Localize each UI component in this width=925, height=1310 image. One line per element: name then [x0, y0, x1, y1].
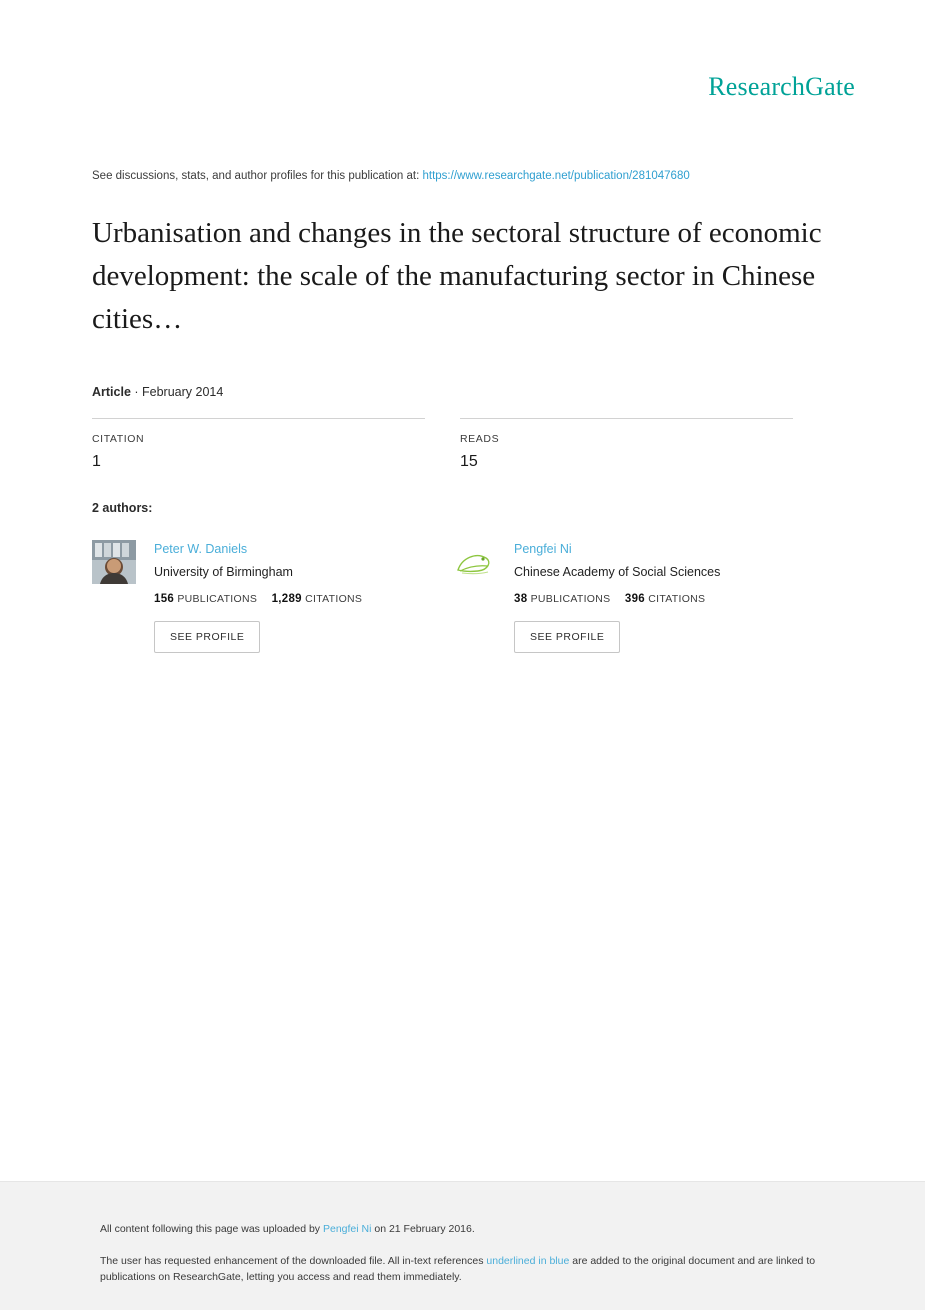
footer-upload-line	[100, 1223, 475, 1235]
footer-note-part1: The user has requested enhancement of the downloaded file. All in-text references	[100, 1255, 487, 1267]
avatar-photo-icon	[92, 540, 136, 584]
author-info	[514, 540, 812, 653]
author-affiliation: University of Birmingham	[154, 565, 293, 579]
divider	[92, 418, 425, 420]
footer-author-link[interactable]: Pengfei Ni	[322, 1223, 372, 1235]
see-profile-button[interactable]: SEE PROFILE	[154, 621, 260, 653]
author-affiliation: Chinese Academy of Social Sciences	[514, 565, 721, 579]
citations-count: 396	[624, 593, 645, 605]
researchgate-logo[interactable]: ResearchGate	[708, 72, 855, 101]
footer-note-line2: and are linked to publications on ResearchGate, letting you access and read them immediately.	[100, 1255, 816, 1283]
author-counts	[514, 593, 812, 605]
stat-value: 1	[92, 453, 101, 470]
footer	[0, 1181, 925, 1310]
footer-note-link-text[interactable]: underlined in blue	[486, 1255, 570, 1267]
author-card	[92, 540, 452, 653]
divider	[460, 418, 793, 420]
citations-count: 1,289	[271, 593, 302, 605]
author-name-link[interactable]: Peter W. Daniels	[154, 542, 248, 556]
page-title: Urbanisation and changes in the sectoral structure of economic development: the scale of the manufacturing sector in Chinese cities…	[92, 217, 822, 335]
stat-value: 15	[460, 453, 478, 470]
footer-upload-prefix: All content following this page was uploaded by	[100, 1223, 323, 1235]
article-meta	[92, 385, 223, 399]
avatar-sketch-icon	[452, 540, 496, 584]
stat-label: READS	[460, 433, 500, 445]
discussion-prefix-text: See discussions, stats, and author profiles for this publication at:	[92, 170, 423, 182]
publication-url-link[interactable]: https://www.researchgate.net/publication/281047680	[422, 170, 690, 182]
stat-citations	[92, 418, 425, 471]
stat-label: CITATION	[92, 433, 145, 445]
author-name-link[interactable]: Pengfei Ni	[514, 542, 572, 556]
article-date: February 2014	[142, 385, 224, 399]
see-profile-button[interactable]: SEE PROFILE	[514, 621, 620, 653]
stat-reads	[460, 418, 793, 471]
authors-heading: 2 authors:	[92, 501, 153, 515]
footer-note	[100, 1253, 830, 1285]
stats-row	[92, 418, 797, 471]
author-counts	[154, 593, 452, 605]
publications-count: 38	[514, 593, 528, 605]
article-type-label: Article	[92, 385, 131, 399]
author-info	[154, 540, 452, 653]
authors-list	[92, 540, 812, 653]
publications-label: PUBLICATIONS	[177, 593, 258, 605]
footer-note-part2: are added to the original document	[569, 1255, 735, 1267]
publications-label: PUBLICATIONS	[530, 593, 611, 605]
avatar[interactable]	[452, 540, 496, 584]
author-card	[452, 540, 812, 653]
publications-count: 156	[154, 593, 175, 605]
discussion-line	[92, 170, 690, 182]
footer-upload-suffix: on 21 February 2016.	[371, 1223, 475, 1235]
avatar[interactable]	[92, 540, 136, 584]
article-date-separator: ·	[130, 385, 143, 399]
citations-label: CITATIONS	[648, 593, 706, 605]
citations-label: CITATIONS	[305, 593, 363, 605]
